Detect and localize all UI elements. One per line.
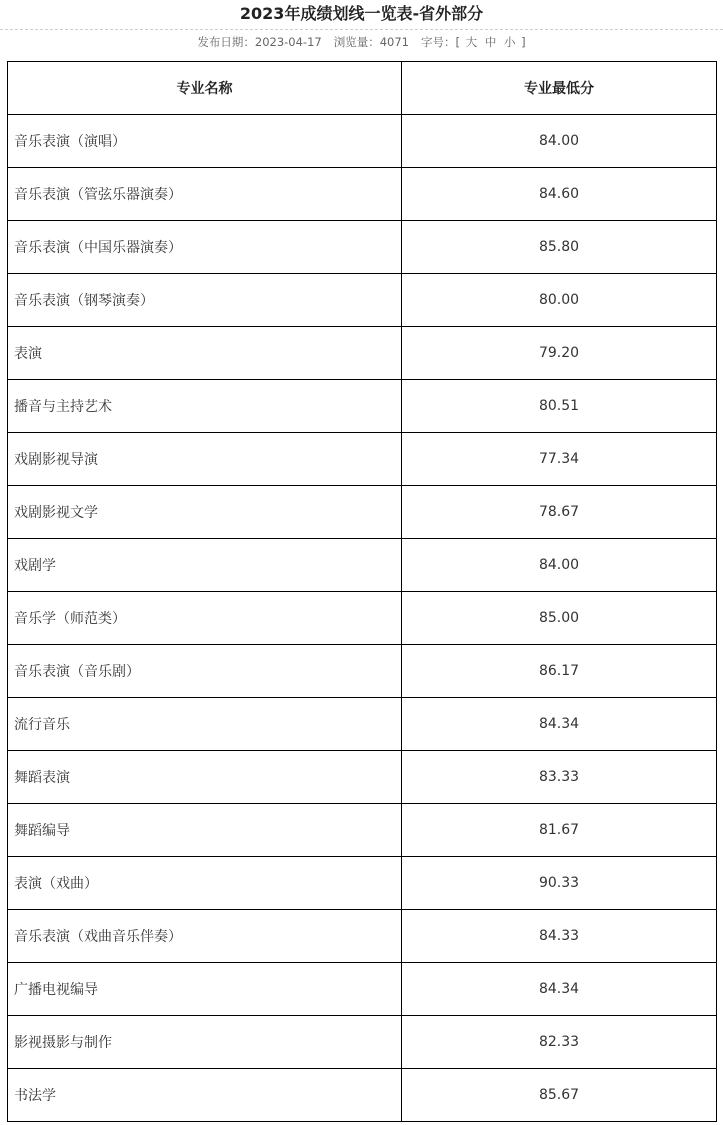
bracket-close: ]	[521, 35, 526, 49]
min-score-cell: 80.00	[402, 274, 717, 327]
table-row	[8, 645, 717, 698]
font-size-medium-button[interactable]: 中	[484, 35, 497, 49]
major-name-cell: 书法学	[8, 1069, 402, 1122]
major-name-cell: 广播电视编导	[8, 963, 402, 1016]
min-score-cell: 85.80	[402, 221, 717, 274]
title-divider	[0, 29, 723, 30]
major-name-cell: 戏剧影视文学	[8, 486, 402, 539]
min-score-cell: 86.17	[402, 645, 717, 698]
view-count: 4071	[379, 35, 409, 49]
table-row	[8, 115, 717, 168]
article-title: 2023年成绩划线一览表-省外部分	[239, 4, 484, 23]
major-name-cell: 舞蹈编导	[8, 804, 402, 857]
min-score-cell: 84.34	[402, 698, 717, 751]
major-name-cell: 音乐表演（演唱）	[8, 115, 402, 168]
table-row	[8, 1016, 717, 1069]
score-table	[7, 61, 717, 1122]
min-score-cell: 80.51	[402, 380, 717, 433]
min-score-cell: 77.34	[402, 433, 717, 486]
table-row	[8, 1069, 717, 1122]
min-score-cell: 78.67	[402, 486, 717, 539]
table-row	[8, 433, 717, 486]
major-name-cell: 戏剧学	[8, 539, 402, 592]
table-row	[8, 592, 717, 645]
major-name-cell: 播音与主持艺术	[8, 380, 402, 433]
table-row	[8, 168, 717, 221]
table-row	[8, 857, 717, 910]
min-score-cell: 82.33	[402, 1016, 717, 1069]
table-header-row	[8, 62, 717, 115]
major-name-cell: 音乐表演（中国乐器演奏）	[8, 221, 402, 274]
table-body	[8, 115, 717, 1122]
table-row	[8, 539, 717, 592]
min-score-cell: 90.33	[402, 857, 717, 910]
min-score-cell: 79.20	[402, 327, 717, 380]
major-name-cell: 表演	[8, 327, 402, 380]
views-label: 浏览量：	[333, 35, 380, 49]
table-row	[8, 380, 717, 433]
column-header-major: 专业名称	[8, 62, 402, 115]
major-name-cell: 流行音乐	[8, 698, 402, 751]
table-row	[8, 274, 717, 327]
major-name-cell: 影视摄影与制作	[8, 1016, 402, 1069]
table-row	[8, 751, 717, 804]
min-score-cell: 84.34	[402, 963, 717, 1016]
major-name-cell: 音乐表演（音乐剧）	[8, 645, 402, 698]
min-score-cell: 85.67	[402, 1069, 717, 1122]
table-row	[8, 910, 717, 963]
table-row	[8, 804, 717, 857]
min-score-cell: 84.33	[402, 910, 717, 963]
major-name-cell: 音乐学（师范类）	[8, 592, 402, 645]
major-name-cell: 戏剧影视导演	[8, 433, 402, 486]
publish-date-label: 发布日期：	[197, 35, 255, 49]
min-score-cell: 84.60	[402, 168, 717, 221]
bracket-open: [	[455, 35, 460, 49]
min-score-cell: 81.67	[402, 804, 717, 857]
font-size-small-button[interactable]: 小	[503, 35, 516, 49]
major-name-cell: 音乐表演（管弦乐器演奏）	[8, 168, 402, 221]
major-name-cell: 表演（戏曲）	[8, 857, 402, 910]
font-size-label: 字号：	[421, 35, 456, 49]
major-name-cell: 舞蹈表演	[8, 751, 402, 804]
table-row	[8, 486, 717, 539]
table-row	[8, 698, 717, 751]
font-size-large-button[interactable]: 大	[465, 35, 478, 49]
min-score-cell: 84.00	[402, 539, 717, 592]
min-score-cell: 84.00	[402, 115, 717, 168]
column-header-min-score: 专业最低分	[402, 62, 717, 115]
article-meta	[0, 33, 723, 51]
min-score-cell: 83.33	[402, 751, 717, 804]
table-row	[8, 963, 717, 1016]
min-score-cell: 85.00	[402, 592, 717, 645]
table-row	[8, 327, 717, 380]
publish-date: 2023-04-17	[254, 35, 322, 49]
table-row	[8, 221, 717, 274]
major-name-cell: 音乐表演（戏曲音乐伴奏）	[8, 910, 402, 963]
major-name-cell: 音乐表演（钢琴演奏）	[8, 274, 402, 327]
